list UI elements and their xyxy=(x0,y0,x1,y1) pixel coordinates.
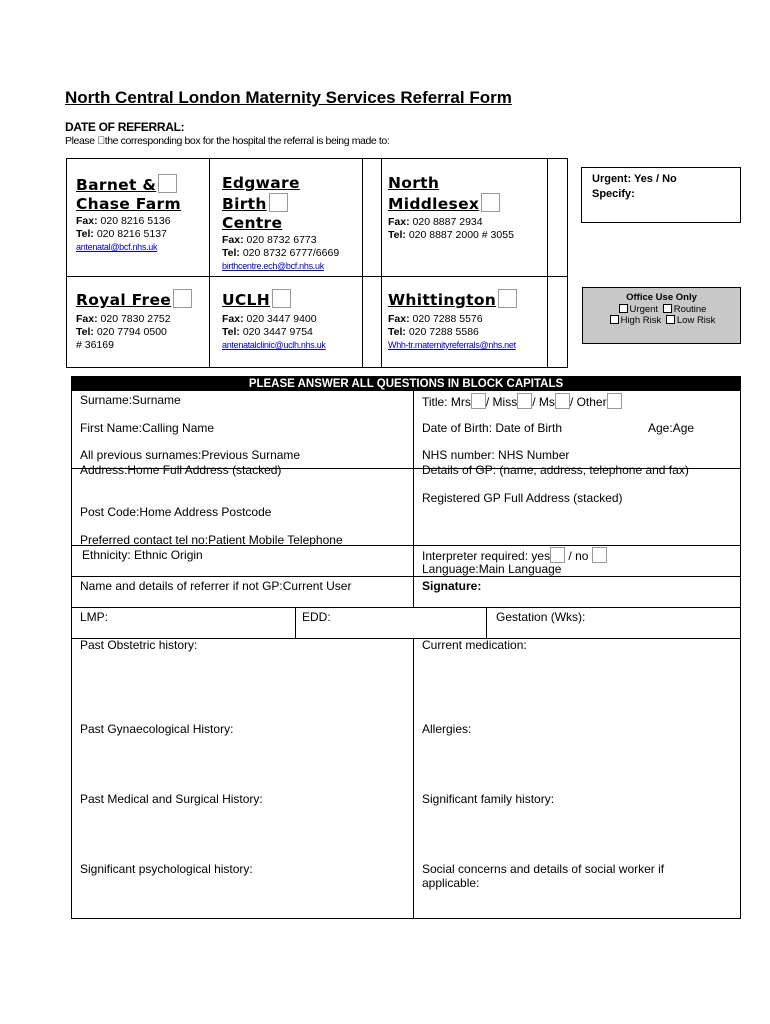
whittington-checkbox[interactable] xyxy=(498,289,517,308)
specify-label: Specify: xyxy=(592,188,635,200)
barnet-email-link[interactable]: antenatal@bcf.nhs.uk xyxy=(76,242,158,252)
hospital-name-royal-free: Royal Free xyxy=(76,289,192,310)
address-field[interactable]: Address:Home Full Address (stacked) xyxy=(80,463,282,477)
language-field[interactable]: Language:Main Language xyxy=(422,562,562,576)
form-header: PLEASE ANSWER ALL QUESTIONS IN BLOCK CAPITALS xyxy=(72,377,740,391)
psych-history-field[interactable]: Significant psychological history: xyxy=(80,862,253,876)
north-middlesex-checkbox[interactable] xyxy=(481,193,500,212)
past-medical-field[interactable]: Past Medical and Surgical History: xyxy=(80,792,263,806)
mrs-checkbox[interactable] xyxy=(471,393,486,409)
gp-details-field[interactable]: Details of GP: (name, address, telephone and fax) xyxy=(422,463,689,477)
ms-checkbox[interactable] xyxy=(555,393,570,409)
office-use-box: Office Use Only Urgent Routine High Risk Low Risk xyxy=(582,287,741,344)
edd-field[interactable]: EDD: xyxy=(302,610,331,624)
hospital-table xyxy=(66,158,568,368)
office-routine-checkbox[interactable] xyxy=(663,304,672,313)
surname-field[interactable]: Surname:Surname xyxy=(80,393,181,407)
interpreter-yes-checkbox[interactable] xyxy=(550,547,565,563)
royal-free-contact: Fax: 020 7830 2752 Tel: 020 7794 0500 # 36169 xyxy=(76,313,171,351)
hospital-name-north-middlesex: North Middlesex xyxy=(388,174,500,214)
previous-surnames-field[interactable]: All previous surnames:Previous Surname xyxy=(80,448,301,462)
uclh-contact: Fax: 020 3447 9400 Tel: 020 3447 9754 antenatalclinic@uclh.nhs.uk xyxy=(222,313,326,350)
interpreter-no-checkbox[interactable] xyxy=(592,547,607,563)
past-gynae-field[interactable]: Past Gynaecological History: xyxy=(80,722,234,736)
hospital-name-barnet: Barnet & Chase Farm xyxy=(76,176,181,213)
nhs-number-field[interactable]: NHS number: NHS Number xyxy=(422,448,570,462)
hospital-name-uclh: UCLH xyxy=(222,289,291,310)
office-low-risk-checkbox[interactable] xyxy=(666,315,675,324)
interpreter-field[interactable]: Interpreter required: yes / no xyxy=(422,547,607,563)
dob-field[interactable]: Date of Birth: Date of Birth xyxy=(422,421,563,435)
allergies-field[interactable]: Allergies: xyxy=(422,722,472,736)
ethnicity-field[interactable]: Ethnicity: Ethnic Origin xyxy=(82,548,203,562)
family-history-field[interactable]: Significant family history: xyxy=(422,792,555,806)
age-field[interactable]: Age:Age xyxy=(648,421,695,435)
whittington-contact: Fax: 020 7288 5576 Tel: 020 7288 5586 Whh-tr.maternityreferrals@nhs.net xyxy=(388,313,516,350)
urgent-box[interactable] xyxy=(581,167,741,223)
patient-form xyxy=(71,376,741,919)
first-name-field[interactable]: First Name:Calling Name xyxy=(80,421,215,435)
signature-field[interactable]: Signature: xyxy=(422,579,482,593)
contact-tel-field[interactable]: Preferred contact tel no:Patient Mobile Telephone xyxy=(80,533,343,547)
uclh-checkbox[interactable] xyxy=(272,289,291,308)
hospital-instruction: Please  the corresponding box for the hospital the referral is being made to: xyxy=(65,135,390,147)
royal-free-checkbox[interactable] xyxy=(173,289,192,308)
page-title: North Central London Maternity Services Referral Form xyxy=(65,88,512,107)
gestation-field[interactable]: Gestation (Wks): xyxy=(496,610,586,624)
edgware-email-link[interactable]: birthcentre.ech@bcf.nhs.uk xyxy=(222,261,324,271)
north-middlesex-contact: Fax: 020 8887 2934 Tel: 020 8887 2000 # 3055 xyxy=(388,216,514,241)
office-use-title: Office Use Only xyxy=(626,292,697,303)
other-checkbox[interactable] xyxy=(607,393,622,409)
miss-checkbox[interactable] xyxy=(517,393,532,409)
past-obstetric-field[interactable]: Past Obstetric history: xyxy=(80,638,198,652)
social-concerns-field[interactable]: Social concerns and details of social worker if applicable: xyxy=(422,862,665,890)
urgent-label: Urgent: Yes / No xyxy=(592,173,677,185)
barnet-checkbox[interactable] xyxy=(158,174,177,193)
postcode-field[interactable]: Post Code:Home Address Postcode xyxy=(80,505,272,519)
date-of-referral-label: DATE OF REFERRAL: xyxy=(65,120,185,134)
edgware-checkbox[interactable] xyxy=(269,193,288,212)
uclh-email-link[interactable]: antenatalclinic@uclh.nhs.uk xyxy=(222,340,326,350)
current-medication-field[interactable]: Current medication: xyxy=(422,638,527,652)
office-urgent-checkbox[interactable] xyxy=(619,304,628,313)
gp-address-field[interactable]: Registered GP Full Address (stacked) xyxy=(422,491,623,505)
lmp-field[interactable]: LMP: xyxy=(80,610,109,624)
hospital-name-whittington: Whittington xyxy=(388,289,517,310)
title-field[interactable]: Title: Mrs / Miss / Ms / Other xyxy=(422,393,622,409)
hospital-name-edgware: Edgware Birth Centre xyxy=(222,174,300,232)
office-high-risk-checkbox[interactable] xyxy=(610,315,619,324)
barnet-contact: Fax: 020 8216 5136 Tel: 020 8216 5137 antenatal@bcf.nhs.uk xyxy=(76,215,171,252)
whittington-email-link[interactable]: Whh-tr.maternityreferrals@nhs.net xyxy=(388,340,516,350)
referrer-field[interactable]: Name and details of referrer if not GP:Current User xyxy=(80,579,352,593)
edgware-contact: Fax: 020 8732 6773 Tel: 020 8732 6777/6669 birthcentre.ech@bcf.nhs.uk xyxy=(222,234,340,271)
